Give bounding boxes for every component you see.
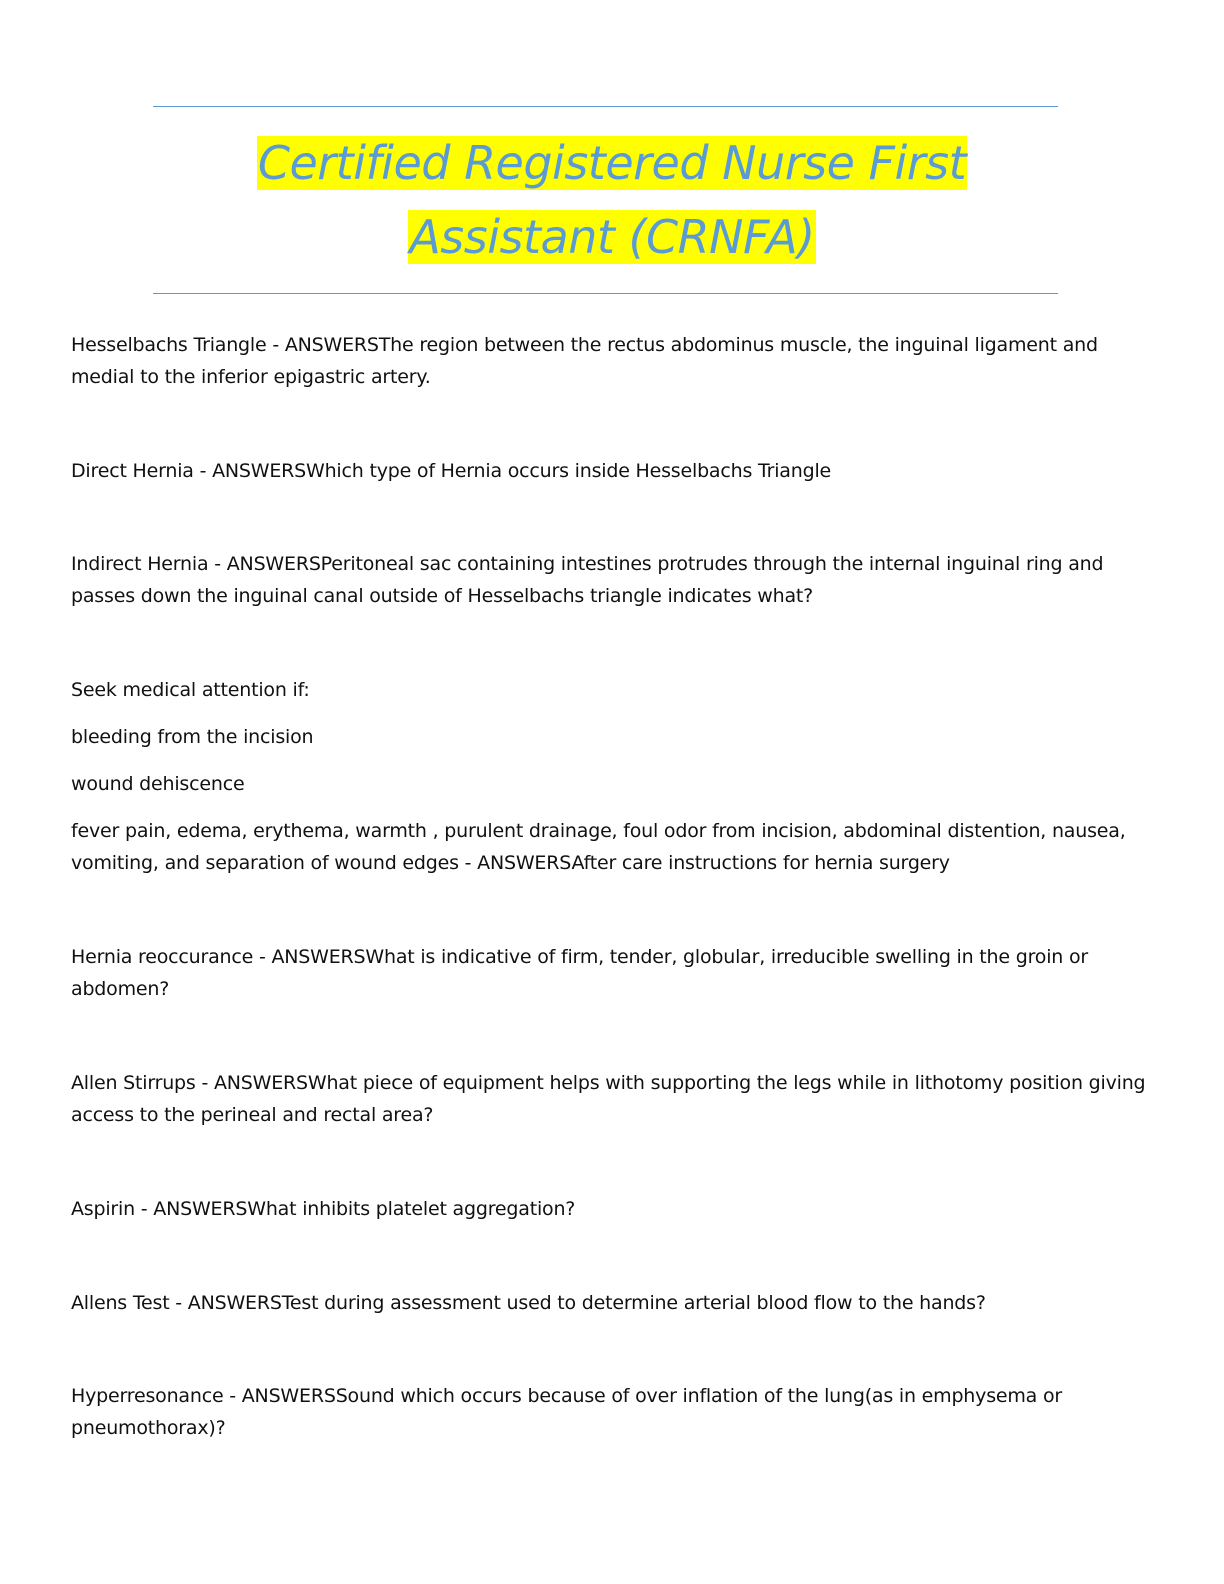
entry-direct-hernia: Direct Hernia - ANSWERSWhich type of Hernia occurs inside Hesselbachs Triangle [71, 460, 832, 482]
entry-seek-medical-attention: Seek medical attention if: [71, 679, 310, 701]
title-rule-top [153, 106, 1058, 107]
entry-hesselbachs-triangle: Hesselbachs Triangle - ANSWERSThe region between the rectus abdominus muscle, the inguinal ligament and medial to the inferior epigastric artery. [71, 334, 1098, 388]
entry-allens-test: Allens Test - ANSWERSTest during assessment used to determine arterial blood flow to the hands? [71, 1292, 986, 1314]
entry-wound-dehiscence: wound dehiscence [71, 773, 245, 795]
entry-indirect-hernia: Indirect Hernia - ANSWERSPeritoneal sac containing intestines protrudes through the internal inguinal ring and passes down the inguinal canal outside of Hesselbachs triangle indicates what? [71, 553, 1104, 607]
document-title [0, 126, 1224, 274]
title-rule-bottom [153, 293, 1058, 294]
entry-hyperresonance: Hyperresonance - ANSWERSSound which occurs because of over inflation of the lung(as in emphysema or pneumothorax)? [71, 1385, 1063, 1439]
title-line-2: Assistant (CRNFA) [409, 210, 815, 264]
entry-aspirin: Aspirin - ANSWERSWhat inhibits platelet aggregation? [71, 1198, 576, 1220]
title-line-1: Certified Registered Nurse First [257, 136, 967, 190]
entry-bleeding: bleeding from the incision [71, 726, 314, 748]
entry-after-care: fever pain, edema, erythema, warmth , purulent drainage, foul odor from incision, abdominal distention, nausea, vomiting, and separation of wound edges - ANSWERSAfter care instructions for hernia surgery [71, 820, 1126, 874]
entry-hernia-reoccurance: Hernia reoccurance - ANSWERSWhat is indicative of firm, tender, globular, irreducible swelling in the groin or abdomen? [71, 946, 1089, 1000]
entry-allen-stirrups: Allen Stirrups - ANSWERSWhat piece of equipment helps with supporting the legs while in lithotomy position giving access to the perineal and rectal area? [71, 1072, 1146, 1126]
